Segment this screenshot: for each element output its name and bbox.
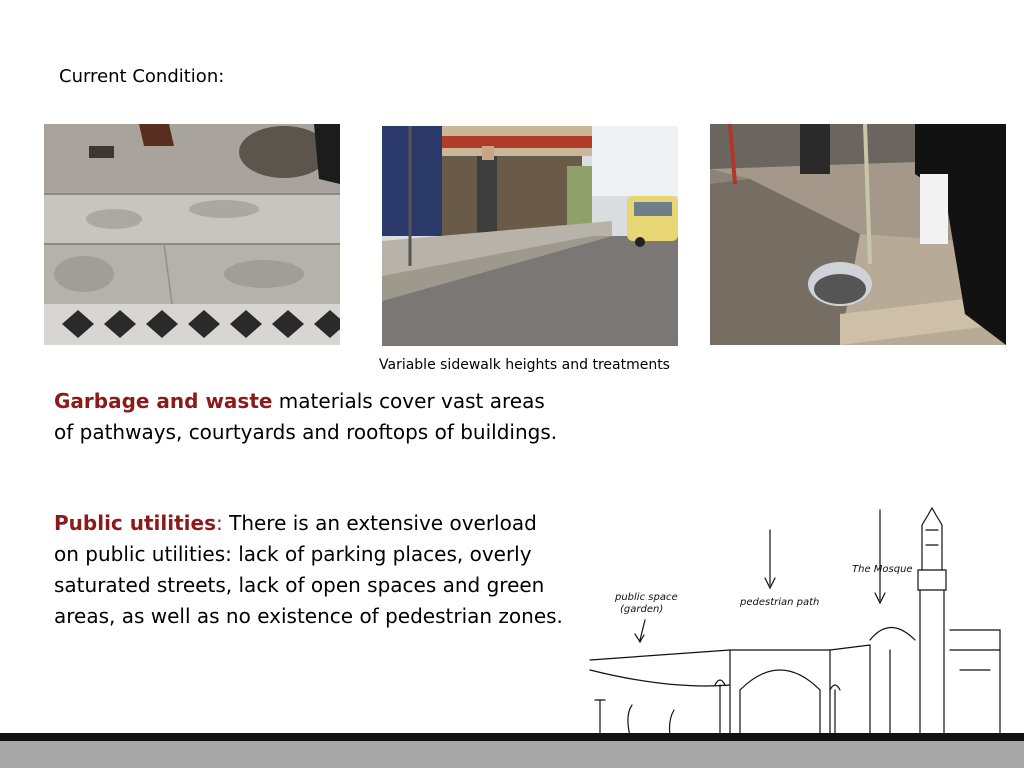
utilities-colon: : bbox=[216, 511, 223, 535]
footer-grey-band bbox=[0, 741, 1024, 768]
utilities-text: There is an extensive overload on public utilities: lack of parking places, overly saturated streets, lack of open spaces and green areas, as well as no existence of pedestrian zones. bbox=[54, 511, 563, 628]
pedestrian-sketch bbox=[570, 500, 1010, 736]
garbage-text: materials cover vast areas of pathways, courtyards and rooftops of buildings. bbox=[54, 389, 558, 444]
photo-caption: Variable sidewalk heights and treatments bbox=[379, 357, 670, 373]
sketch-label-mosque: The Mosque bbox=[852, 564, 913, 575]
utilities-highlight: Public utilities bbox=[54, 511, 216, 535]
sketch-label-pedestrian-path: pedestrian path bbox=[740, 597, 820, 608]
raised-sidewalk-photo bbox=[710, 124, 1006, 345]
footer-dark-band bbox=[0, 733, 1024, 741]
utilities-paragraph bbox=[54, 508, 564, 632]
sketch-label-garden: (garden) bbox=[620, 604, 664, 615]
street-sidewalk-photo bbox=[382, 126, 678, 346]
garbage-highlight: Garbage and waste bbox=[54, 389, 273, 413]
slide-heading: Current Condition: bbox=[59, 66, 225, 87]
sketch-label-public-space: public space bbox=[615, 592, 678, 603]
sidewalk-tiles-photo bbox=[44, 124, 340, 345]
garbage-paragraph bbox=[54, 386, 564, 448]
